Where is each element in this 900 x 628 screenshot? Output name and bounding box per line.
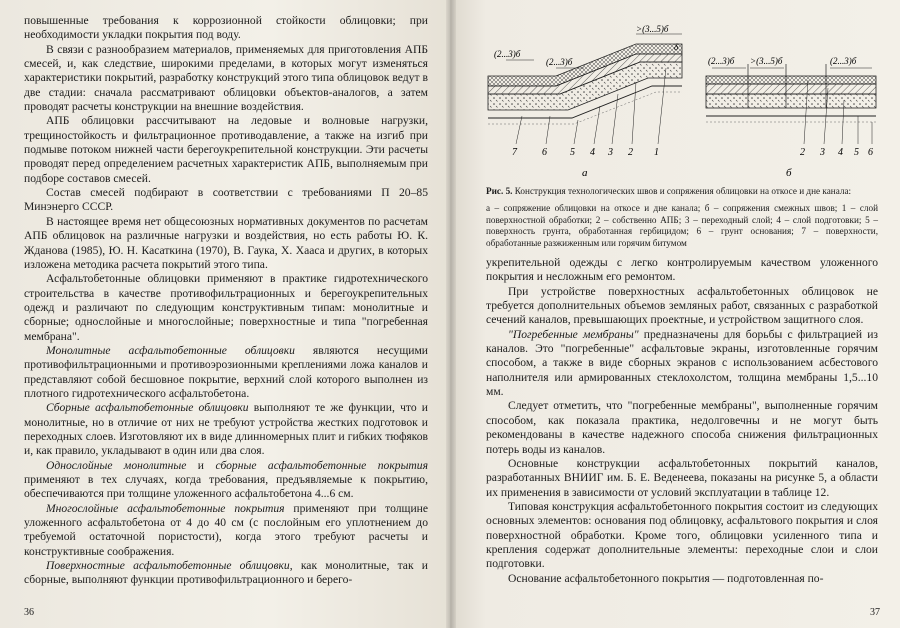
term-prefab: Сборные асфальтобетонные облицовки: [46, 401, 249, 415]
figure-legend: а – сопряжение облицовки на откосе и дне канала; б – сопряжения смежных швов; 1 – слой поверхностной обработки; 2 – собственно АПБ; 3 – переходный слой; 4 – слой подготовки; 5 – поверхность грунта, обработанная гербицидом; 6 – грунт основания; 7 – поверхности, обработанные разжиженным или горячим битумом: [486, 203, 878, 248]
paragraph: В настоящее время нет общесоюзных нормативных документов по расчетам АПБ облицовок на различные нагрузки и воздействия, но есть работы Ю. К. Жданова (1985), Ю. Н. Касаткина (1970), В. Гаука, Х. Хааса и других, в которых изложена методика расчета покрытий этого типа.: [24, 214, 428, 271]
caption-title: Рис. 5.: [486, 186, 513, 196]
layer-number: 1: [654, 147, 659, 158]
dim-a-left: (2...3)б: [494, 49, 521, 59]
paragraph: При устройстве поверхностных асфальтобетонных облицовок не требуется дополнительных объемов земляных работ, связанных с разработкой сечений каналов, превышающих проектные, и устройством защитного слоя.: [486, 284, 878, 327]
figure-label-a: а: [582, 167, 588, 179]
paragraph-single-layer: Однослойные монолитные и сборные асфальтобетонные покрытия применяют в тех случаях, когда требования, предъявляемые к покрытию, обеспечиваются при толщине уложенного асфальтобетона 4...6 см.: [24, 458, 428, 501]
dim-b-mid: >(3...5)б: [750, 56, 783, 66]
paragraph: Основные конструкции асфальтобетонных покрытий каналов, разработанных ВНИИГ им. Б. Е. Веденеева, показаны на рисунке 5, а области их применения в зависимости от условий эксплуатации в таблице 12.: [486, 456, 878, 499]
term-prefab-coatings: сборные асфальтобетонные покрытия: [215, 458, 428, 472]
figure-b: [706, 64, 876, 144]
term-membranes: "Погребенные мембраны": [508, 327, 639, 341]
paragraph: Состав смесей подбирают в соответствии с требованиями П 20–85 Минэнерго СССР.: [24, 186, 428, 214]
layer-number: 7: [512, 147, 517, 158]
paragraph: Следует отметить, что "погребенные мембраны", выполненные горячим способом, как показала практика, недолговечны и не могут быть рекомендованы в качестве надежного способа снижения фильтрационных потерь воды из каналов.: [486, 399, 878, 456]
figure-label-b: б: [786, 167, 792, 179]
figure-5: [486, 24, 878, 182]
layer-number: 6: [542, 147, 547, 158]
paragraph: Типовая конструкция асфальтобетонного покрытия состоит из следующих основных элементов: основания под облицовку, асфальтового покрытия и слоя поверхностной обработки. Кроме того, облицовки усиленного типа и крепления содержат дополнительные элементы: переходные слои и слои подготовки.: [486, 499, 878, 571]
term-single-layer: Однослойные монолитные: [46, 458, 187, 472]
right-page: [450, 0, 900, 628]
paragraph-multi-layer: Многослойные асфальтобетонные покрытия применяют при толщине уложенного асфальтобетона от 4 до 40 см (с послойным его уплотнением до требуемой остаточной пористости), когда этого требуют расчеты и конструктивные соображения.: [24, 501, 429, 558]
paragraph-surface: Поверхностные асфальтобетонные облицовки, как монолитные, так и сборные, выполняют функции противофильтрационного и берего-: [24, 559, 428, 587]
layer-number: 4: [590, 147, 595, 158]
dim-a-right: (2...3)б: [546, 57, 573, 67]
term-multi-layer: Многослойные асфальтобетонные покрытия: [46, 501, 285, 515]
paragraph: Основание асфальтобетонного покрытия — подготовленная по-: [508, 571, 824, 585]
paragraph: укрепительной одежды с легко контролируемым качеством уложенного покрытия и несложным его ремонтом.: [486, 256, 878, 284]
paragraph-membranes: "Погребенные мембраны" предназначены для борьбы с фильтрацией из каналов. Это "погребенные" асфальтовые экраны, изготовленные горячим способом, а также в виде сборных экранов с использованием асбестового наполнителя или армированных стеклохолстом, толщина мембраны 1,5...10 мм.: [486, 327, 878, 399]
dim-a-top: >(3...5)б: [636, 24, 669, 34]
dim-delta: δ: [674, 42, 679, 52]
apb-layer: [706, 84, 876, 94]
layer-number: 3: [820, 147, 825, 158]
dim-b-right: (2...3)б: [830, 56, 857, 66]
lining-diagram: [486, 24, 878, 182]
layer-number: 2: [800, 147, 805, 158]
paragraph: В связи с разнообразием материалов, применяемых для приготовления АПБ смесей, и, как следствие, широкими пределами, в которых могут изменяться характеристики покрытий, разработку конструкций этого типа облицовок ведут в две стадии: сначала рассматривают облицовки объектов-аналогов, а затем проводят расчеты конструкции на внешние воздействия.: [24, 42, 428, 114]
transition-layer: [706, 94, 876, 108]
paragraph: повышенные требования к коррозионной стойкости облицовки; при необходимости укладки покрытия под воду.: [24, 14, 428, 42]
figure-caption: Рис. 5. Конструкция технологических швов и сопряжения облицовки на откосе и дне канала:: [486, 186, 852, 196]
term-monolithic: Монолитные асфальтобетонные облицовки: [46, 343, 295, 357]
paragraph: Асфальтобетонные облицовки применяют в практике гидротехнического строительства в качестве противофильтрационных и берегоукрепительных одежд и различают по следующим конструктивным типам: монолитные и сборные; однослойные и многослойные; поверхностные и типа "погребенная мембрана".: [24, 272, 428, 343]
paragraph: АПБ облицовки рассчитывают на ледовые и волновые нагрузки, трещиностойкость и фильтрационное противодавление, а также на изгиб при подмыве потоком нижней части берегоукрепительной конструкции. Эти расчеты проводят перед определением расчетных характеристик АПБ, выполняемым при подборе составов смесей.: [24, 114, 428, 185]
paragraph-prefab: Сборные асфальтобетонные облицовки выполняют те же функции, что и монолитные, но в отличие от них не требуют устройства жестких подготовок и переходных слоев. Изготовляют их в виде длинномерных плит и гибких тюфяков и, как правило, укладывают в один или два слоя.: [24, 401, 429, 458]
page-number: 37: [870, 607, 880, 618]
layer-number: 5: [854, 147, 859, 158]
layer-number: 5: [570, 147, 575, 158]
term-surface: Поверхностные асфальтобетонные облицовки: [46, 559, 290, 573]
layer-number: 6: [868, 147, 873, 158]
layer-number: 4: [838, 147, 843, 158]
numbers-a: [512, 147, 659, 158]
book-gutter: [446, 0, 456, 628]
top-layer: [706, 76, 876, 84]
numbers-b: [800, 147, 873, 158]
paragraph-monolithic: Монолитные асфальтобетонные облицовки являются несущими противофильтрационными и противоэрозионными креплениями ложа каналов и представляют собой бесшовное покрытие, верхний слой которого выполнен из плотного гидротехнического асфальтобетона.: [24, 343, 428, 400]
dim-b-left: (2...3)б: [708, 56, 735, 66]
layer-number: 3: [608, 147, 613, 158]
layer-number: 2: [628, 147, 633, 158]
page-number: 36: [24, 607, 34, 618]
